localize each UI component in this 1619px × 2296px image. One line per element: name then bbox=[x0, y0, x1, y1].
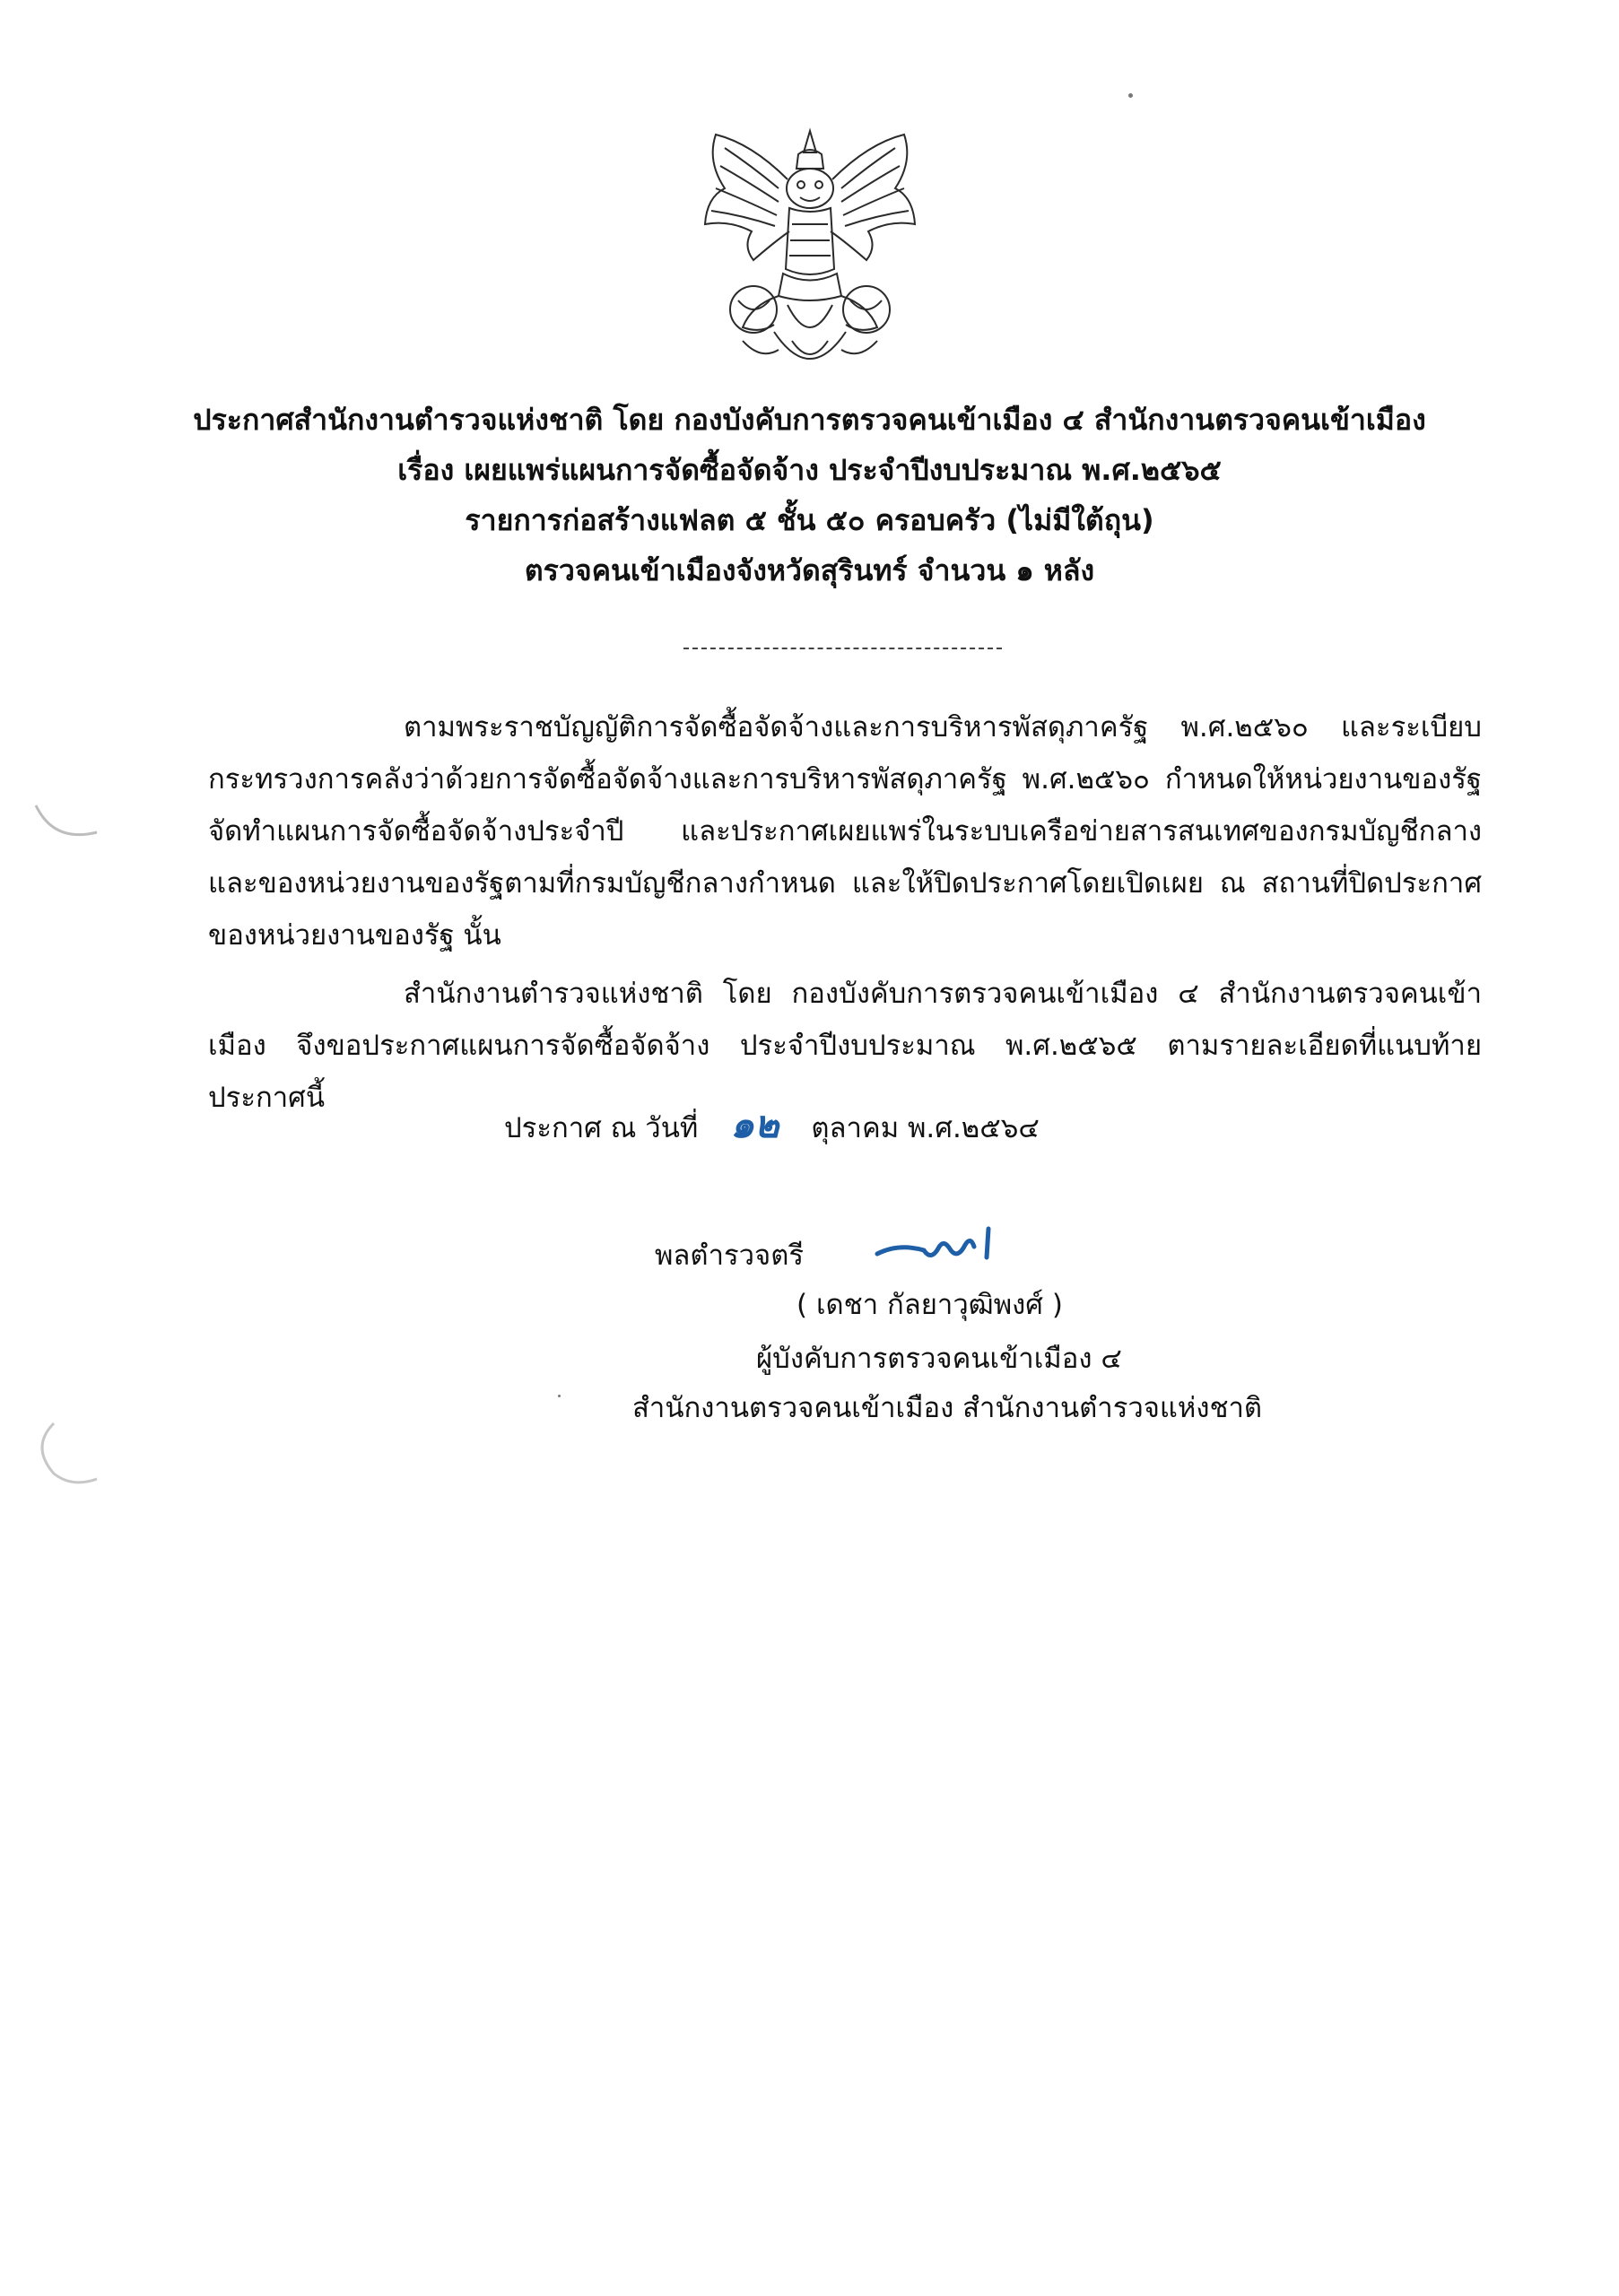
heading-line: ประกาศสำนักงานตำรวจแห่งชาติ โดย กองบังคับการตรวจคนเข้าเมือง ๔ สำนักงานตรวจคนเข้าเมือง bbox=[193, 403, 1426, 437]
heading-divider bbox=[683, 648, 1002, 649]
heading-item: รายการก่อสร้างแฟลต ๕ ชั้น ๕๐ ครอบครัว (ไม่มีใต้ถุน) bbox=[465, 503, 1154, 537]
paragraph-text: สำนักงานตำรวจแห่งชาติ โดย กองบังคับการตรวจคนเข้าเมือง ๔ สำนักงานตรวจคนเข้าเมือง จึงขอประกาศแผนการจัดซื้อจัดจ้าง ประจำปีงบประมาณ พ.ศ.๒๕๖๕ ตามรายละเอียดที่แนบท้ายประกาศนี้ bbox=[208, 978, 1482, 1114]
heading-subject: เรื่อง เผยแพร่แผนการจัดซื้อจัดจ้าง ประจำปีงบประมาณ พ.ศ.๒๕๖๕ bbox=[397, 453, 1222, 487]
scan-speck bbox=[558, 1395, 561, 1397]
body-paragraph-1 bbox=[208, 701, 1482, 961]
handwritten-day: ๑๒ bbox=[730, 1102, 779, 1146]
date-month-year: ตุลาคม พ.ศ.๒๕๖๔ bbox=[811, 1112, 1040, 1144]
signatory-rank: พลตำรวจตรี bbox=[655, 1239, 804, 1272]
punch-hole-mark bbox=[27, 778, 99, 850]
signatory-organization: สำนักงานตรวจคนเข้าเมือง สำนักงานตำรวจแห่งชาติ bbox=[632, 1392, 1263, 1424]
handwritten-signature bbox=[872, 1218, 1015, 1272]
date-prefix: ประกาศ ณ วันที่ bbox=[504, 1112, 699, 1144]
scan-speck bbox=[1128, 93, 1133, 98]
announcement-heading bbox=[135, 395, 1484, 596]
garuda-emblem-icon bbox=[689, 126, 931, 386]
signatory-name: ( เดชา กัลยาวุฒิพงศ์ ) bbox=[796, 1289, 1063, 1321]
paragraph-text: ตามพระราชบัญญัติการจัดซื้อจัดจ้างและการบริหารพัสดุภาครัฐ พ.ศ.๒๕๖๐ และระเบียบกระทรวงการคลังว่าด้วยการจัดซื้อจัดจ้างและการบริหารพัสดุภาครัฐ พ.ศ.๒๕๖๐ กำหนดให้หน่วยงานของรัฐจัดทำแผนการจัดซื้อจัดจ้างประจำปี และประกาศเผยแพร่ในระบบเครือข่ายสารสนเทศของกรมบัญชีกลางและของหน่วยงานของรัฐตามที่กรมบัญชีกลางกำหนด และให้ปิดประกาศโดยเปิดเผย ณ สถานที่ปิดประกาศของหน่วยงานของรัฐ นั้น bbox=[208, 711, 1482, 952]
signatory-title: ผู้บังคับการตรวจคนเข้าเมือง ๔ bbox=[756, 1343, 1122, 1375]
heading-location: ตรวจคนเข้าเมืองจังหวัดสุรินทร์ จำนวน ๑ หลัง bbox=[524, 553, 1095, 587]
announcement-date bbox=[504, 1099, 1040, 1154]
punch-hole-mark bbox=[27, 1420, 99, 1492]
